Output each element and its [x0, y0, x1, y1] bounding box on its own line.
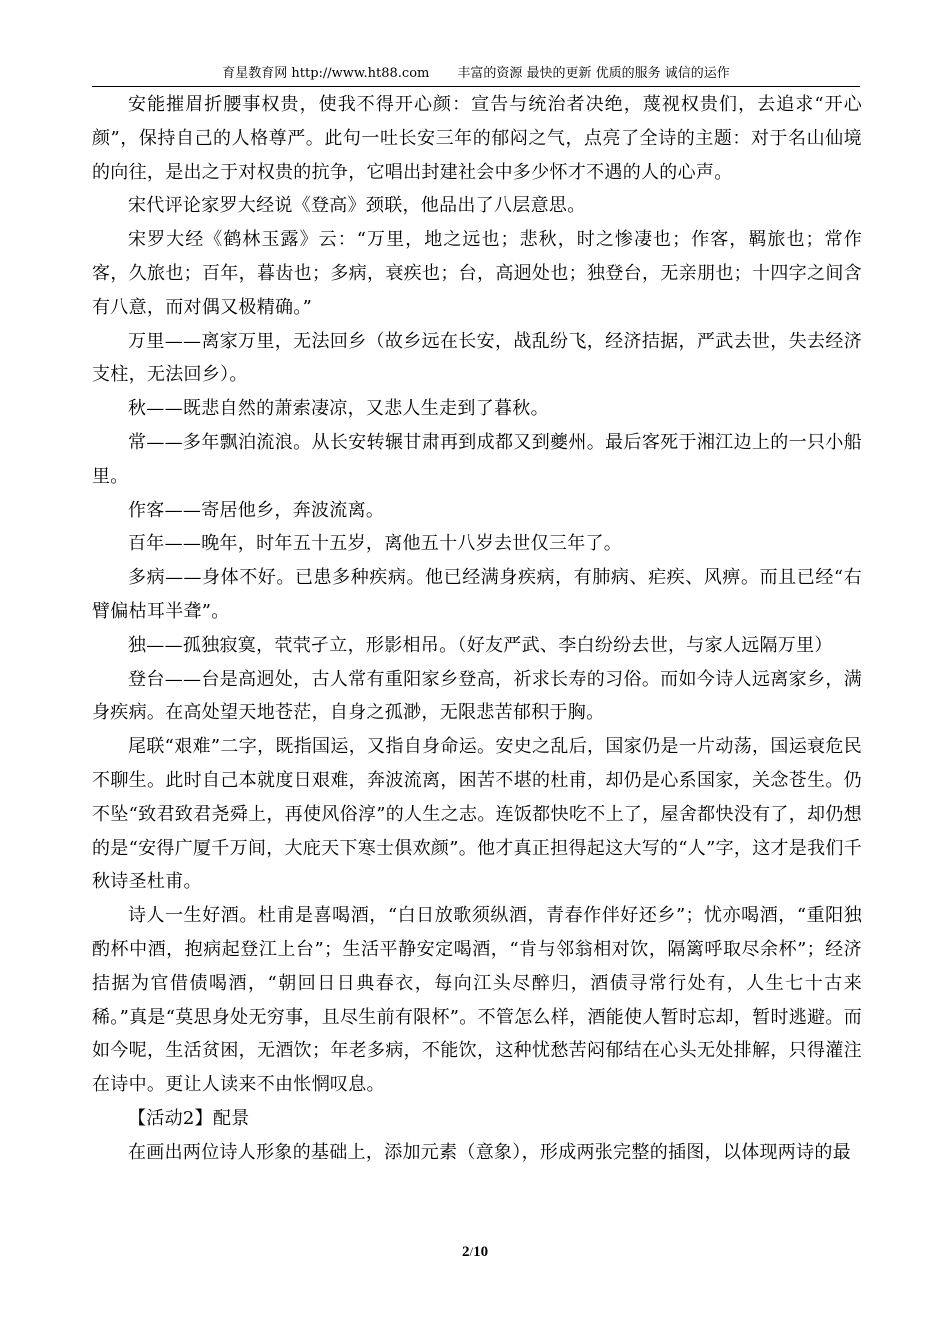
paragraph: 安能摧眉折腰事权贵，使我不得开心颜：宣告与统治者决绝，蔑视权贵们，去追求“开心颜”，保持自己的人格尊严。此句一吐长安三年的郁闷之气，点亮了全诗的主题：对于名山仙境的向往，是出之于对权贵的抗争，它唱出封建社会中多少怀才不遇的人的心声。 — [92, 94, 862, 183]
page-current: 2 — [461, 1244, 470, 1260]
activity-heading: 【活动2】配景 — [128, 1107, 250, 1129]
document-body — [92, 88, 862, 1170]
paragraph: 独——孤独寂寞，茕茕孑立，形影相吊。（好友严武、李白纷纷去世，与家人远隔万里） — [128, 634, 833, 656]
paragraph: 秋——既悲自然的萧索凄凉，又悲人生走到了暮秋。 — [128, 398, 549, 420]
page-number — [0, 1244, 950, 1261]
paragraph: 尾联“艰难”二字，既指国运，又指自身命运。安史之乱后，国家仍是一片动荡，国运衰危民不聊生。此时自己本就度日艰难，奔波流离，困苦不堪的杜甫，却仍是心系国家，关念苍生。仍不坠“致君致君尧舜上，再使风俗淳”的人生之志。连饭都快吃不上了，屋舍都快没有了，却仍想的是“安得广厦千万间，大庇天下寒士俱欢颜”。他才真正担得起这大写的“人”字，这才是我们千秋诗圣杜甫。 — [92, 736, 863, 893]
paragraph: 作客——寄居他乡，奔波流离。 — [128, 499, 385, 521]
paragraph: 登台——台是高迥处，古人常有重阳家乡登高，祈求长寿的习俗。而如今诗人远离家乡，满身疾病。在高处望天地苍茫，自身之孤渺，无限悲苦郁积于胸。 — [92, 668, 862, 724]
paragraph: 百年——晚年，时年五十五岁，离他五十八岁去世仅三年了。 — [128, 533, 623, 555]
paragraph: 在画出两位诗人形象的基础上，添加元素（意象），形成两张完整的插图，以体现两诗的最 — [128, 1141, 851, 1163]
page-total: 10 — [473, 1244, 489, 1260]
paragraph: 多病——身体不好。已患多种疾病。他已经满身疾病，有肺病、疟疾、风痹。而且已经“右臂偏枯耳半聋”。 — [92, 567, 862, 622]
paragraph: 宋代评论家罗大经说《登高》颈联，他品出了八层意思。 — [128, 195, 586, 217]
header-slogan: 丰富的资源 最快的更新 优质的服务 诚信的运作 — [457, 66, 730, 81]
header-site: 育星教育网 http://www.ht88.com — [222, 66, 430, 81]
page-separator: / — [469, 1244, 474, 1259]
paragraph: 常——多年飘泊流浪。从长安转辗甘肃再到成都又到夔州。最后客死于湘江边上的一只小船里。 — [92, 431, 862, 487]
paragraph: 诗人一生好酒。杜甫是喜喝酒，“白日放歌须纵酒，青春作伴好还乡”；忧亦喝酒，“重阳独酌杯中酒，抱病起登江上台”；生活平静安定喝酒，“肯与邻翁相对饮，隔篱呼取尽余杯”；经济拮据为官借债喝酒，“朝回日日典春衣，每向江头尽醉归，酒债寻常行处有，人生七十古来稀。”真是“莫思身处无穷事，且尽生前有限杯”。不管怎么样，酒能使人暂时忘却，暂时逃避。而如今呢，生活贫困，无酒饮；年老多病，不能饮，这种忧愁苦闷郁结在心头无处排解，只得灌注在诗中。更让人读来不由怅惘叹息。 — [92, 905, 862, 1096]
paragraph: 万里——离家万里，无法回乡（故乡远在长安，战乱纷飞，经济拮据，严武去世，失去经济支柱，无法回乡）。 — [92, 330, 862, 386]
page-header — [92, 64, 860, 87]
paragraph: 宋罗大经《鹤林玉露》云：“万里，地之远也；悲秋，时之惨凄也；作客，羁旅也；常作客，久旅也；百年，暮齿也；多病，衰疾也；台，高迥处也；独登台，无亲朋也；十四字之间含有八意，而对偶又极精确。” — [92, 229, 862, 318]
